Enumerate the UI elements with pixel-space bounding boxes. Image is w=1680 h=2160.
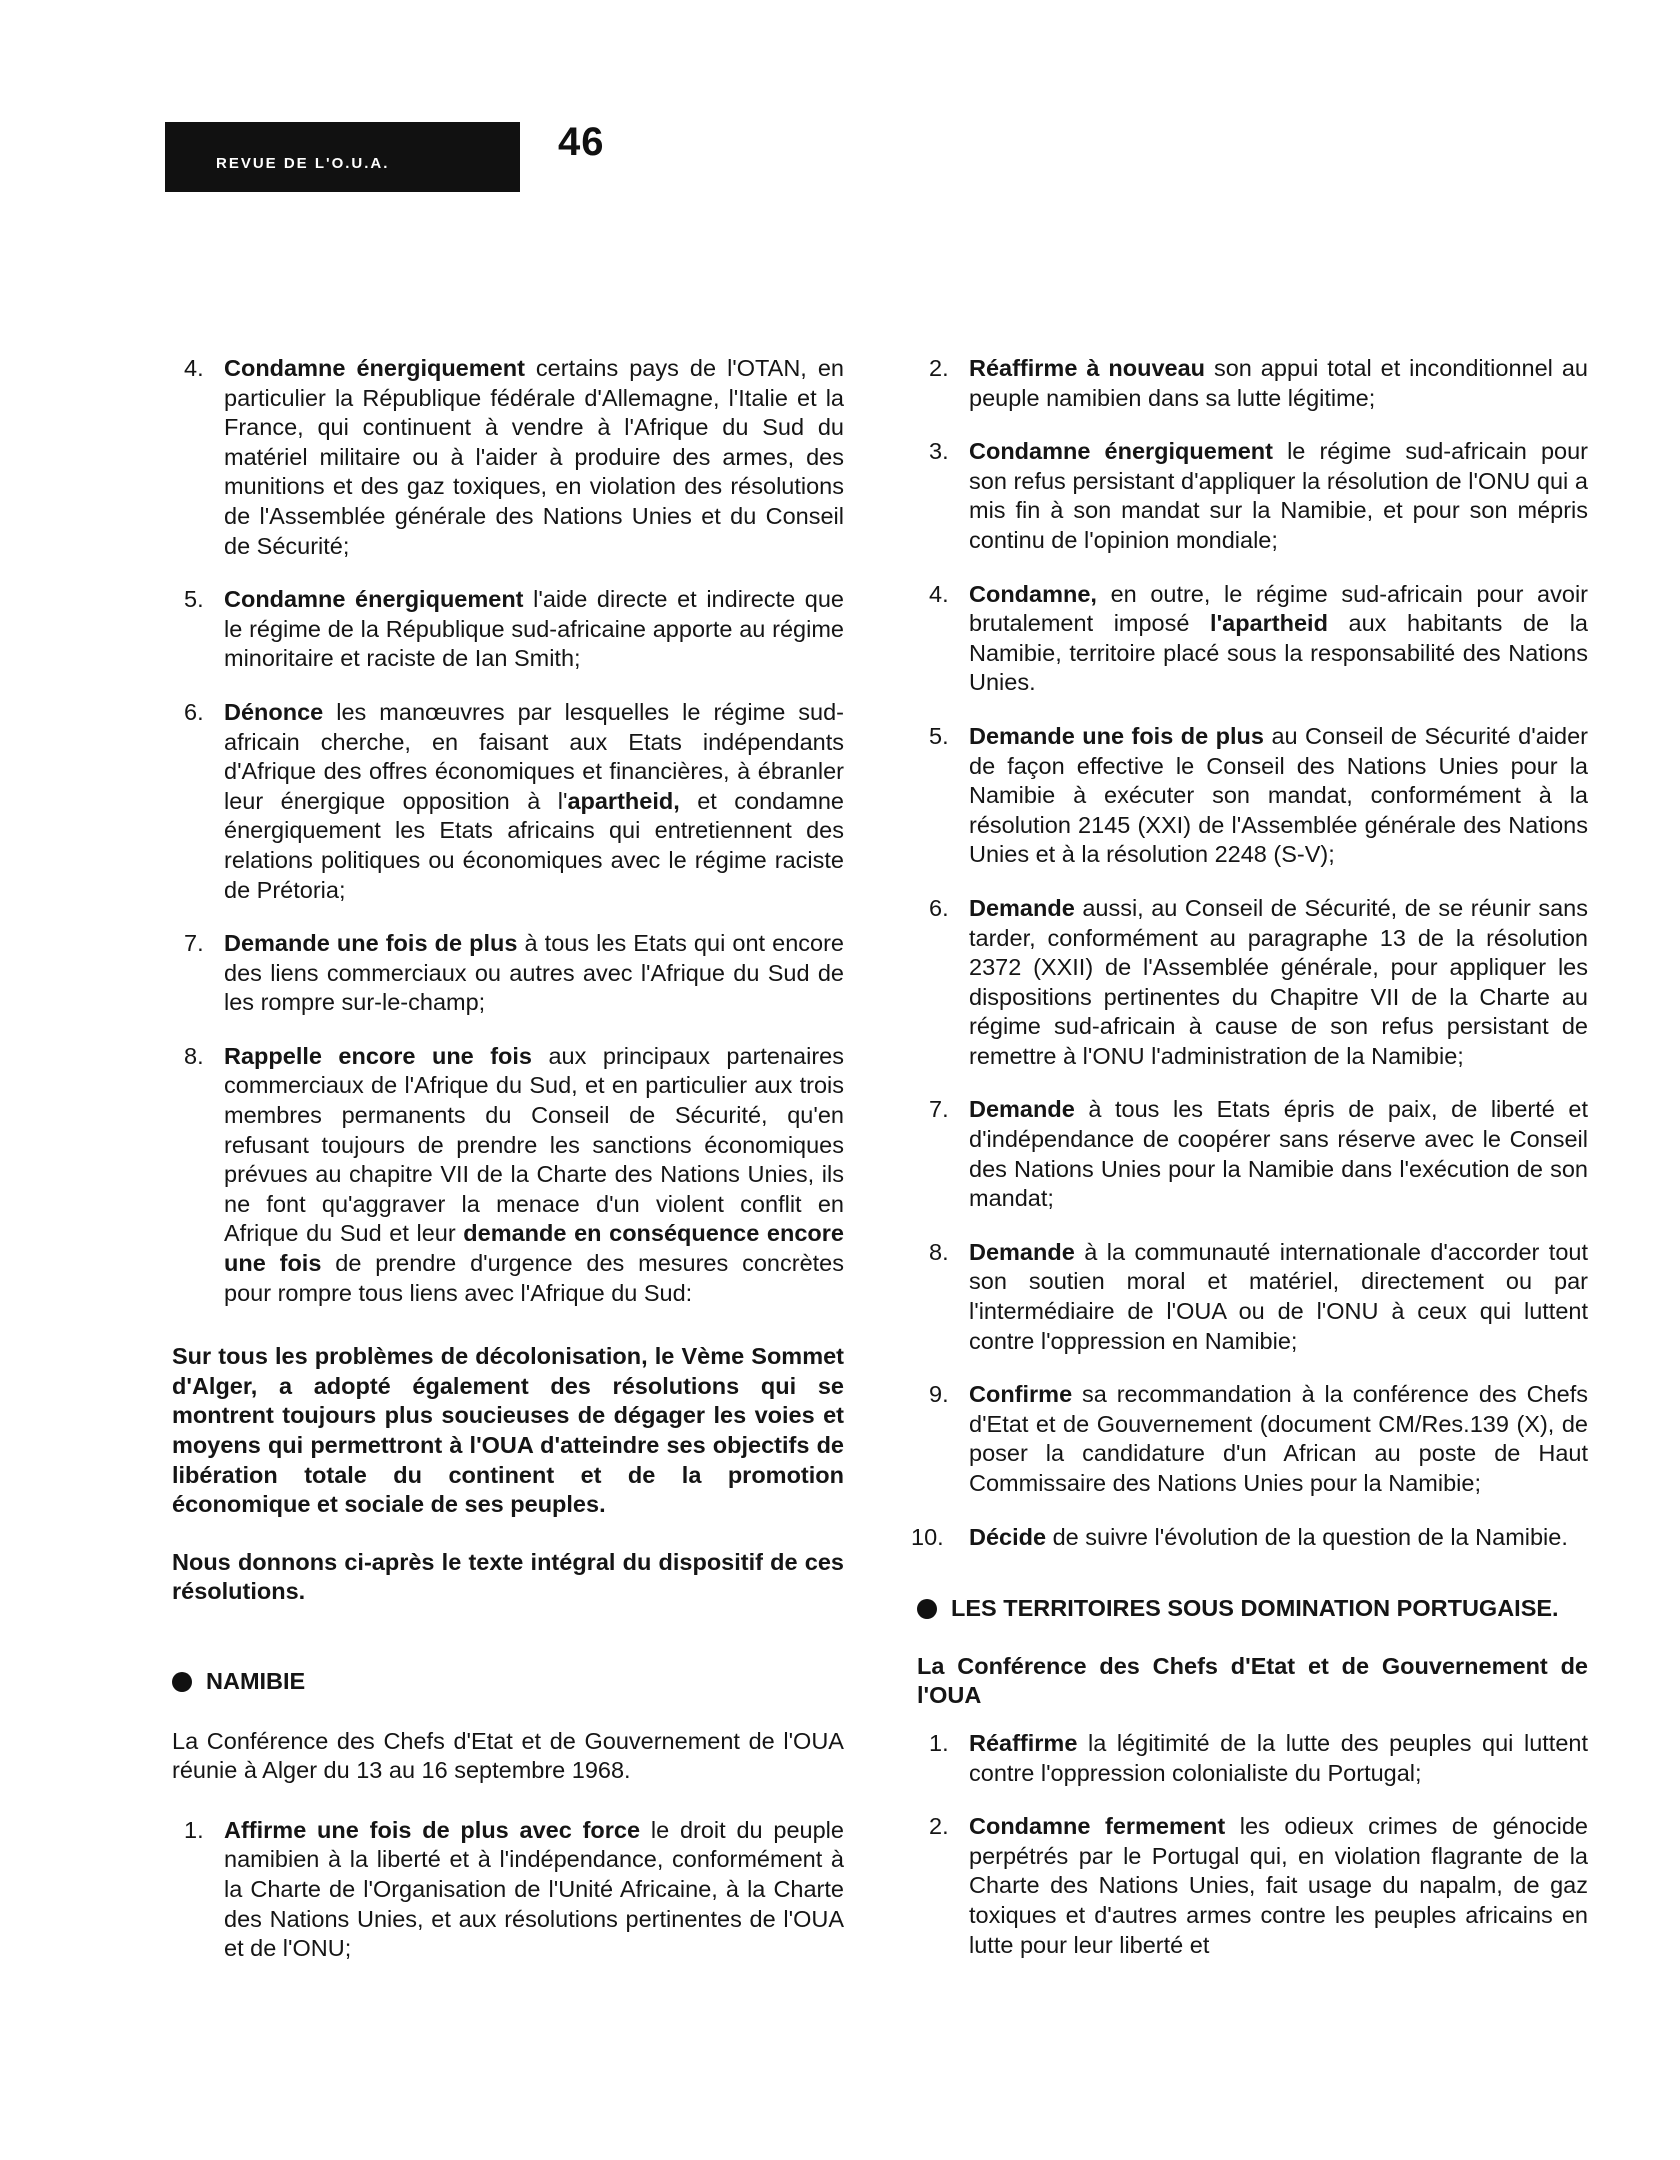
item-verb: Dénonce: [224, 698, 324, 725]
item-text: aux principaux partenaires commerciaux de l'Afrique du Sud, et en particulier aux trois membres permanents du Conseil de Sécurité, qu'en refusant toujours de prendre les sanctions économiques prévues au chapitre VII de la Charte des Nations Unies, ils ne font qu'aggraver la menace d'un violent conflit en Afrique du Sud et leur: [224, 1042, 844, 1247]
item-text: les manœuvres par lesquelles le régime sud-africain cherche, en faisant aux Etats indépendants d'Afrique des offres économiques et financières, à ébranler leur énergique opposition à l': [224, 698, 844, 814]
intro-paragraph: Sur tous les problèmes de décolonisation, le Vème Sommet d'Alger, a adopté également des résolutions qui se montrent toujours plus soucieuses de dégager les voies et moyens qui permettront à l'OUA d'atteindre ses objectifs de libération totale du continent et de la promotion économique et sociale de ses peuples.: [172, 1343, 844, 1518]
item-verb: Réaffirme à nouveau: [969, 355, 1206, 381]
bullet-dot-icon: [172, 1672, 192, 1692]
section-subheading: La Conférence des Chefs d'Etat et de Gouvernement de l'OUA: [917, 1652, 1588, 1709]
list-item: [917, 437, 1588, 555]
item-number: 6.: [929, 894, 949, 921]
item-verb: Demande: [969, 1238, 1075, 1265]
bullet-dot-icon: [917, 1599, 937, 1619]
section-heading: [917, 1594, 1588, 1624]
item-number: 2.: [929, 1813, 949, 1840]
item-text: son appui total et inconditionnel au peuple namibien dans sa lutte légitime;: [969, 355, 1588, 411]
item-text: et condamne énergiquement les Etats africains qui entretiennent des relations politiques ou économiques avec le régime raciste de Prétoria;: [224, 787, 844, 903]
item-number: 7.: [929, 1096, 949, 1123]
item-text: aux habitants de la Namibie, territoire placé sous la responsabilité des Nations Unies.: [969, 610, 1588, 696]
item-number: 8.: [929, 1238, 949, 1265]
journal-title: REVUE DE L'O.U.A.: [216, 154, 390, 172]
item-text: les odieux crimes de génocide perpétrés par le Portugal qui, en violation flagrante de la Charte des Nations Unies, fait usage du napalm, de gaz toxiques et d'autres armes contre les peuples africains en lutte pour leur liberté et: [969, 1813, 1589, 1958]
list-item: [917, 1729, 1588, 1788]
item-text: à tous les Etats épris de paix, de liberté et d'indépendance de coopérer sans réserve avec le Conseil des Nations Unies pour la Namibie dans l'exécution de son mandat;: [969, 1096, 1588, 1212]
item-number: 4.: [184, 355, 204, 381]
item-text: à tous les Etats qui ont encore des liens commerciaux ou autres avec l'Afrique du Sud de les rompre sur-le-champ;: [224, 930, 844, 1016]
item-emphasis: demande en conséquence encore une fois: [224, 1220, 845, 1277]
item-text: aussi, au Conseil de Sécurité, de se réunir sans tarder, conformément au paragraphe 13 de la résolution 2372 (XXII) de l'Assemblée générale, pour appliquer les dispositions pertinentes du Chapitre VII de la Charte au régime sud-africain à cause de son refus persistant de remettre à l'ONU l'administration de la Namibie;: [969, 894, 1588, 1069]
item-text: certains pays de l'OTAN, en particulier la République fédérale d'Allemagne, l'Italie et la France, qui continuent à vendre à l'Afrique du Sud du matériel militaire ou à l'aider à produire des armes, des munitions et des gaz toxiques, en violation des résolutions de l'Assemblée générale des Nations Unies et du Conseil de Sécurité;: [224, 355, 844, 559]
section-title: LES TERRITOIRES SOUS DOMINATION PORTUGAISE.: [951, 1595, 1559, 1622]
item-verb: Demande: [969, 894, 1075, 921]
page-number: 46: [558, 120, 605, 164]
list-item: [172, 1042, 844, 1308]
list-item: [917, 894, 1588, 1072]
list-item: [917, 580, 1588, 698]
section-title: NAMIBIE: [206, 1667, 306, 1694]
item-verb: Condamne fermement: [969, 1813, 1226, 1840]
item-text: le régime sud-africain pour son refus persistant d'appliquer la résolution de l'ONU qui a mis fin à son mandat sur la Namibie, et pour son mépris continu de l'opinion mondiale;: [969, 438, 1589, 553]
item-text: en outre, le régime sud-africain pour avoir brutalement imposé: [969, 580, 1588, 637]
list-item: [172, 929, 844, 1018]
item-number: 8.: [184, 1042, 204, 1069]
section-heading: [172, 1667, 844, 1697]
item-text: à la communauté internationale d'accorder tout son soutien moral et matériel, directement ou par l'intermédiaire de l'OUA ou de l'ONU à ceux qui luttent contre l'oppression en Namibie;: [969, 1238, 1588, 1354]
item-verb: Condamne énergiquement: [224, 355, 525, 381]
item-text: la légitimité de la lutte des peuples qui luttent contre l'oppression colonialiste du Portugal;: [969, 1729, 1588, 1786]
item-verb: Condamne énergiquement: [969, 438, 1273, 465]
list-item: [917, 1238, 1588, 1356]
list-item: [172, 585, 844, 674]
list-item: [172, 698, 844, 905]
item-text: sa recommandation à la conférence des Chefs d'Etat et de Gouvernement (document CM/Res.139 (X), de poser la candidature d'un African au poste de Haut Commissaire des Nations Unies pour la Namibie;: [969, 1381, 1588, 1496]
item-number: 4.: [929, 580, 949, 607]
item-number: 5.: [184, 586, 204, 613]
list-item: [911, 1523, 1588, 1553]
item-number: 3.: [929, 438, 949, 465]
item-verb: Condamne énergiquement: [224, 586, 524, 613]
section-intro: La Conférence des Chefs d'Etat et de Gouvernement de l'OUA réunie à Alger du 13 au 16 septembre 1968.: [172, 1727, 844, 1784]
item-text: au Conseil de Sécurité d'aider de façon effective le Conseil des Nations Unies pour la Namibie à exécuter son mandat, conformément à la résolution 2145 (XXI) de l'Assemblée générale des Nations Unies et à la résolution 2248 (S-V);: [969, 722, 1588, 868]
item-verb: Demande: [969, 1096, 1075, 1123]
item-emphasis: apartheid,: [567, 787, 680, 814]
item-verb: Réaffirme: [969, 1729, 1078, 1756]
item-verb: Affirme une fois de plus avec force: [224, 1816, 641, 1843]
item-verb: Confirme: [969, 1381, 1073, 1408]
list-item: [917, 354, 1588, 413]
list-item: [172, 354, 844, 561]
item-verb: Rappelle encore une fois: [224, 1042, 532, 1069]
item-number: 5.: [929, 722, 949, 749]
list-item: [917, 1095, 1588, 1213]
list-item: [172, 1816, 844, 1964]
item-number: 2.: [929, 355, 949, 381]
item-verb: Condamne,: [969, 580, 1097, 607]
left-column: [172, 354, 844, 1988]
item-verb: Décide: [969, 1523, 1047, 1550]
item-text: l'aide directe et indirecte que le régime de la République sud-africaine apporte au régime minoritaire et raciste de Ian Smith;: [224, 586, 844, 672]
intro-note: Nous donnons ci-après le texte intégral du dispositif de ces résolutions.: [172, 1548, 844, 1605]
item-emphasis: l'apartheid: [1210, 610, 1328, 637]
item-text: le droit du peuple namibien à la liberté et à l'indépendance, conformément à la Charte de l'Organisation de l'Unité Africaine, à la Charte des Nations Unies, et aux résolutions pertinentes de l'OUA et de l'ONU;: [224, 1816, 844, 1962]
item-text: de prendre d'urgence des mesures concrètes pour rompre tous liens avec l'Afrique du Sud:: [224, 1250, 844, 1306]
item-number: 1.: [184, 1816, 204, 1843]
item-number: 9.: [929, 1381, 949, 1408]
item-number: 6.: [184, 698, 204, 725]
item-number: 7.: [184, 930, 204, 957]
list-item: [917, 1380, 1588, 1498]
right-column: [911, 354, 1589, 1984]
list-item: [917, 722, 1588, 870]
item-text: de suivre l'évolution de la question de la Namibie.: [1046, 1523, 1568, 1550]
item-verb: Demande une fois de plus: [969, 722, 1264, 749]
journal-title-bar: [165, 122, 520, 192]
item-number: 1.: [929, 1729, 949, 1756]
item-verb: Demande une fois de plus: [224, 930, 518, 957]
list-item: [917, 1812, 1588, 1960]
item-number: 10.: [911, 1523, 944, 1550]
